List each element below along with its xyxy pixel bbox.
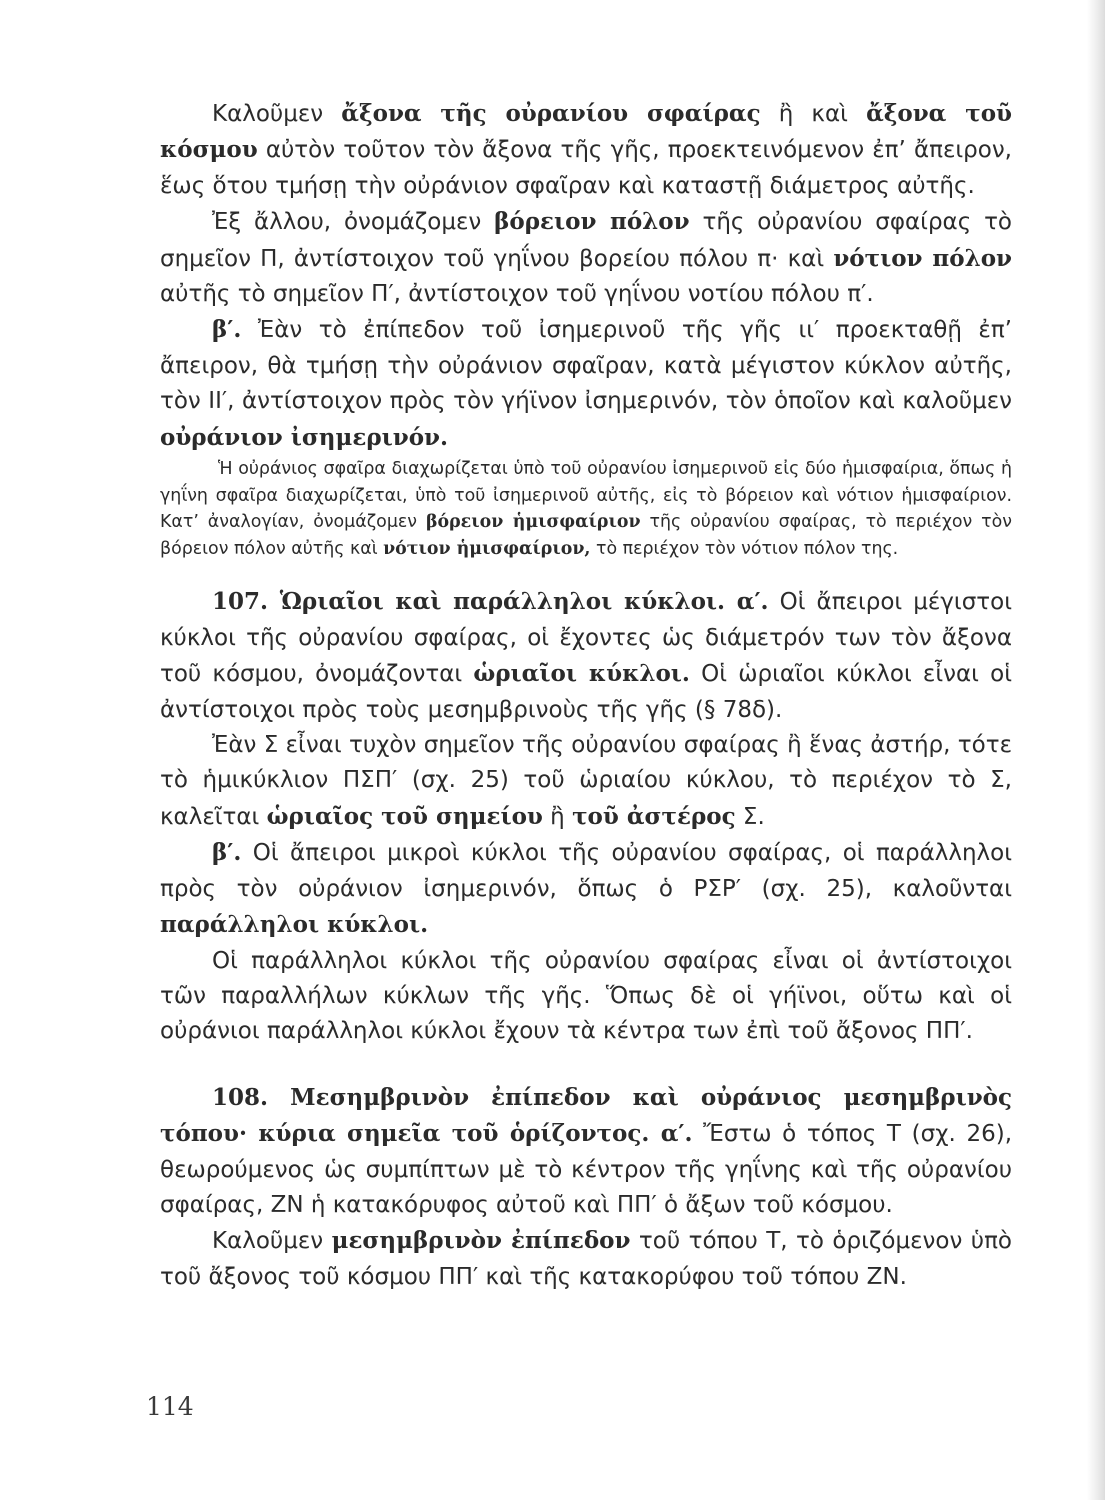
paragraph-celestial-equator [160, 312, 1012, 456]
text: τῆς οὐρανίου σφαίρας, τὸ περιέχον τὸν βόρειον πόλον αὐτῆς καὶ [160, 512, 1012, 559]
paragraph-parallels-correspondence [160, 944, 1012, 1050]
paragraph-hour-circle [160, 728, 1012, 835]
text: Καλοῦμεν [212, 101, 342, 127]
bold-term: βόρειον πόλον [494, 208, 690, 236]
text: Ἐὰν τὸ ἐπίπεδον τοῦ ἰσημερινοῦ τῆς γῆς ιι′ προεκταθῇ ἐπ’ ἄπειρον, θὰ τμήσῃ τὴν οὐράνιον σφαῖραν, κατὰ μέγιστον κύκλον αὐτῆς, τὸν ΙΙ′, ἀντίστοιχον πρὸς τὸν γήϊνον ἰσημερινόν, τὸν ὁποῖον καὶ καλοῦμεν [160, 317, 1012, 415]
bold-term: ἄξονα τῆς οὐρανίου σφαίρας [341, 100, 761, 127]
text: Σ. [735, 803, 765, 830]
paragraph-poles [160, 204, 1012, 312]
text: Ἐξ ἄλλου, ὀνομάζομεν [212, 209, 495, 236]
bold-term: νότιον ἡμισφαίριον, [383, 538, 591, 559]
text: Καλοῦμεν [212, 1228, 332, 1255]
text: Ἔστω ὁ τόπος Τ (σχ. 26), θεωρούμενος ὡς συμπίπτων μὲ τὸ κέντρον τῆς γηΐνης καὶ τῆς οὐρανίου σφαίρας, ΖΝ ἡ κατακόρυφος αὐτοῦ καὶ ΠΠ′ ὁ ἄξων τοῦ κόσμου. [160, 1121, 1013, 1218]
section-heading: 108. Μεσημβρινὸν ἐπίπεδον καὶ οὐράνιος μεσημβρινὸς τόπου· κύρια σημεῖα τοῦ ὁρίζοντος. α′. [160, 1083, 1012, 1148]
text: Οἱ παράλληλοι κύκλοι τῆς οὐρανίου σφαίρας εἶναι οἱ ἀντίστοιχοι τῶν παραλλήλων κύκλων τῆς γῆς. Ὅπως δὲ οἱ γήϊνοι, οὕτω καὶ οἱ οὐράνιοι παράλληλοι κύκλοι ἔχουν τὰ κέντρα των ἐπὶ τοῦ ἄξονος ΠΠ′. [160, 947, 1012, 1045]
text: Οἱ ἄπειροι μέγιστοι κύκλοι τῆς οὐρανίου σφαίρας, οἱ ἔχοντες ὡς διάμετρόν των τὸν ἄξονα τοῦ κόσμου, ὀνομάζονται [160, 589, 1012, 688]
section-107 [160, 584, 1012, 728]
paragraph-meridian-plane [160, 1223, 1012, 1295]
text: Οἱ ἄπειροι μικροὶ κύκλοι τῆς οὐρανίου σφαίρας, οἱ παράλληλοι πρὸς τὸν οὐράνιον ἰσημερινόν, ὅπως ὁ ΡΣΡ′ (σχ. 25), καλοῦνται [160, 840, 1012, 902]
text: τοῦ τόπου Τ, τὸ ὁριζόμενον ὑπὸ τοῦ ἄξονος τοῦ κόσμου ΠΠ′ καὶ τῆς κατακορύφου τοῦ τόπου ΖΝ. [160, 1228, 1012, 1290]
text: Οἱ ὡριαῖοι κύκλοι εἶναι οἱ ἀντίστοιχοι πρὸς τοὺς μεσημβρινοὺς τῆς γῆς (§ 78δ). [160, 661, 1012, 723]
text: ἢ [542, 803, 573, 830]
text: αὐτῆς τὸ σημεῖον Π′, ἀντίστοιχον τοῦ γηΐνου νοτίου πόλου π′. [160, 281, 874, 308]
bold-term: μεσημβρινὸν ἐπίπεδον [331, 1227, 631, 1255]
section-108 [160, 1080, 1012, 1224]
paragraph-hemispheres [160, 456, 1012, 562]
text: ἢ καὶ [760, 101, 867, 127]
page-number: 114 [146, 1392, 194, 1421]
bold-term: τοῦ ἀστέρος [572, 802, 736, 830]
bold-term: οὐράνιον ἰσημερινόν. [160, 423, 449, 451]
text: Ἐὰν Σ εἶναι τυχὸν σημεῖον τῆς οὐρανίου σφαίρας ἢ ἕνας ἀστήρ, τότε τὸ ἡμικύκλιον ΠΣΠ′ (σχ. 25) τοῦ ὡριαίου κύκλου, τὸ περιέχον τὸ Σ, καλεῖται [160, 732, 1012, 830]
page-edge-shadow [1087, 0, 1105, 1500]
bold-term: ὡριαῖος τοῦ σημείου [266, 802, 543, 830]
paragraph-axis-definition [160, 96, 1012, 204]
item-label: β′. [212, 839, 242, 867]
bold-term: νότιον πόλον [833, 244, 1013, 272]
page-body [160, 96, 1012, 1295]
text: τὸ περιέχον τὸν νότιον πόλον της. [590, 538, 899, 559]
paragraph-parallel-circles [160, 835, 1012, 943]
bold-term: ἄξονα τοῦ κόσμου [160, 100, 1012, 164]
bold-term: βόρειον ἡμισφαίριον [425, 512, 641, 533]
bold-term: ὡριαῖοι κύκλοι. [473, 660, 690, 688]
text: Ἡ οὐράνιος σφαῖρα διαχωρίζεται ὑπὸ τοῦ οὐρανίου ἰσημερινοῦ εἰς δύο ἡμισφαίρια, ὅπως ἡ γηΐνη σφαῖρα διαχωρίζεται, ὑπὸ τοῦ ἰσημερινοῦ αὐτῆς, εἰς τὸ βόρειον καὶ νότιον ἡμισφαίριον. Κατ’ ἀναλογίαν, ὀνομάζομεν [160, 459, 1012, 533]
item-label: β′. [212, 316, 242, 344]
text: τῆς οὐρανίου σφαίρας τὸ σημεῖον Π, ἀντίστοιχον τοῦ γηΐνου βορείου πόλου π· καὶ [160, 209, 1012, 272]
bold-term: παράλληλοι κύκλοι. [160, 911, 429, 939]
section-heading: 107. Ὡριαῖοι καὶ παράλληλοι κύκλοι. α′. [212, 588, 769, 616]
text: αὐτὸν τοῦτον τὸν ἄξονα τῆς γῆς, προεκτεινόμενον ἐπ’ ἄπειρον, ἕως ὅτου τμήσῃ τὴν οὐράνιον σφαῖραν καὶ καταστῇ διάμετρος αὐτῆς. [160, 137, 1012, 199]
